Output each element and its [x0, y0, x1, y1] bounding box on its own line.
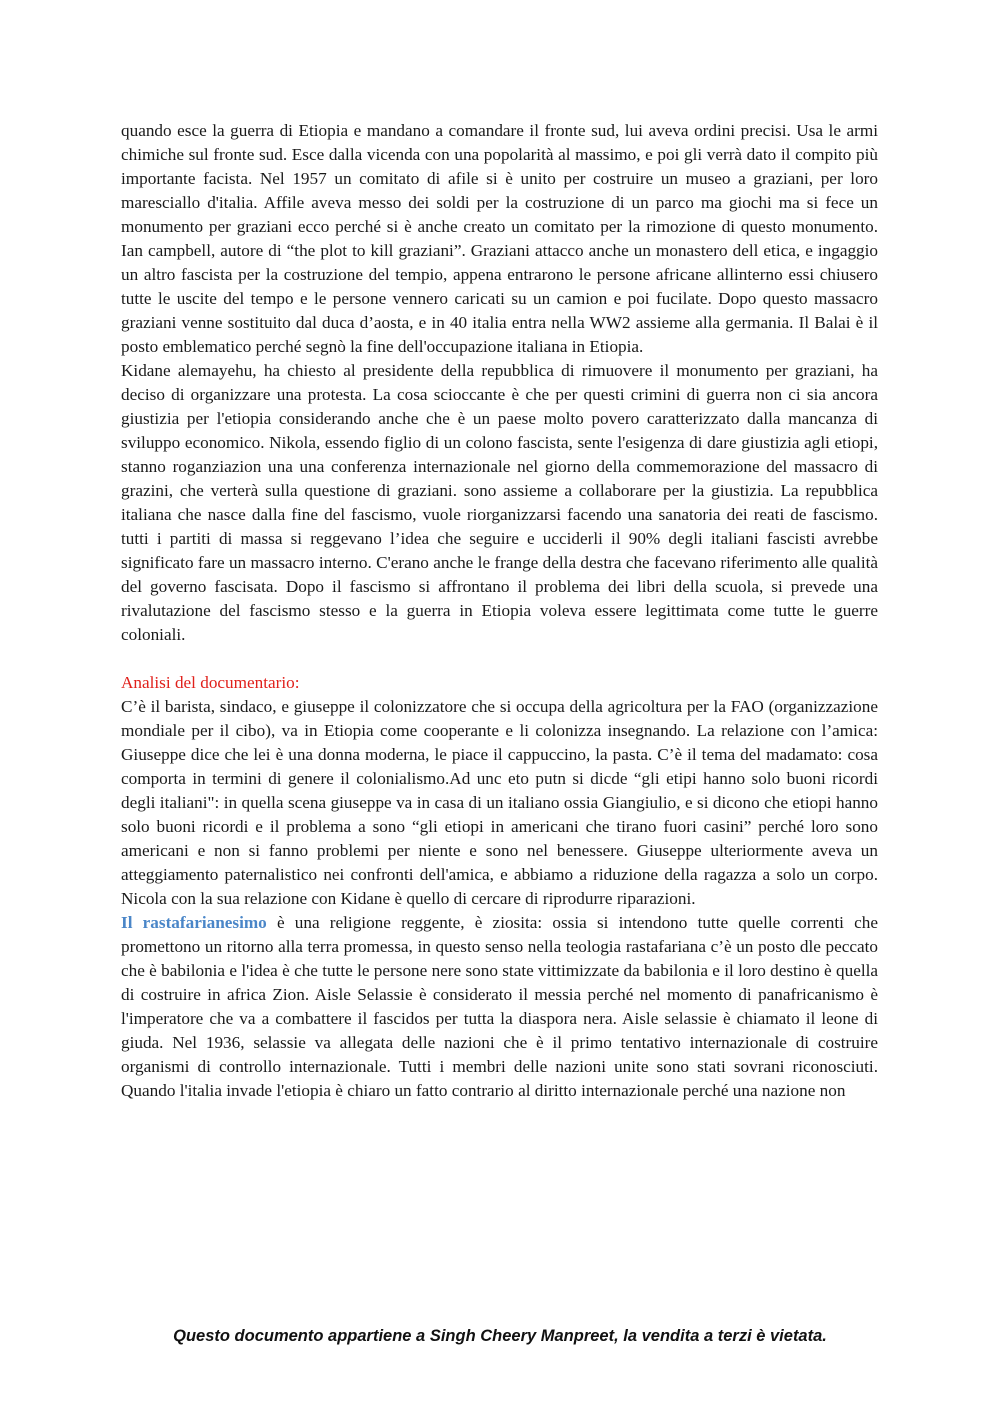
paragraph-rastafarianism-text: è una religione reggente, è ziosita: ossia si intendono tutte quelle correnti che promettono un ritorno alla terra promessa, in questo senso nella teologia rastafariana c’è un posto dle peccato che è babilonia e l'idea è che tutte le persone nere sono state vittimizzate da babilonia e il loro destino è quella di costruire in africa Zion. Aisle Selassie è considerato il messia perché nel momento di panafricanismo è l'imperatore che va a combattere il fascidos per tutta la diaspora nera. Aisle selassie è chiamato il leone di giuda. Nel 1936, selassie va allegata delle nazioni che è il primo tentativo internazionale di costruire organismi di controllo internazionale. Tutti i membri delle nazioni unite sono stati sovrani riconosciuti. Quando l'italia invade l'etiopia è chiaro un fatto contrario al diritto internazionale perché una nazione non — [121, 913, 878, 1100]
paragraph-graziani: quando esce la guerra di Etiopia e mandano a comandare il fronte sud, lui aveva ordini precisi. Usa le armi chimiche sul fronte sud. Esce dalla vicenda con una popolarità al massimo, e poi gli verrà dato il compito più importante facista. Nel 1957 un comitato di afile si è unito per costruire un museo a graziani, per loro maresciallo d'italia. Affile aveva messo dei soldi per la costruzione di un parco ma giochi ma si fece un monumento per graziani ecco perché si è anche creato un comitato per la rimozione di questo monumento. Ian campbell, autore di “the plot to kill graziani”. Graziani attacco anche un monastero dell etica, e ingaggio un altro fascista per la costruzione del tempio, appena entrarono le persone africane allinterno essi chiusero tutte le uscite del tempo e le persone vennero caricati su un camion e poi fucilate. Dopo questo massacro graziani venne sostituito dal duca d’aosta, e in 40 italia entra nella WW2 assieme alla germania. Il Balai è il posto emblematico perché segnò la fine dell'occupazione italiana in Etiopia. — [121, 121, 878, 356]
section-heading: Analisi del documentario: — [121, 673, 300, 692]
highlighted-term: Il rastafarianesimo — [121, 913, 267, 932]
paragraph-documentary: C’è il barista, sindaco, e giuseppe il colonizzatore che si occupa della agricoltura per la FAO (organizzazione mondiale per il cibo), va in Etiopia come cooperante e li colonizza insegnando. La relazione con l’amica: Giuseppe dice che lei è una donna moderna, le piace il cappuccino, la pasta. C’è il tema del madamato: cosa comporta in termini di genere il colonialismo.Ad unc eto putn si dicde “gli etipi hanno solo buoni ricordi degli italiani": in quella scena giuseppe va in casa di un italiano ossia Giangiulio, e si dicono che etiopi hanno solo buoni ricordi e il problema a sono “gli etiopi in americani che tirano fuori casini” perché loro sono americani e non si fanno problemi per niente e sono nel benessere. Giuseppe ulteriormente aveva un atteggiamento paternalistico nei confronti dell'amica, e abbiamo a riduzione della ragazza a solo un corpo. Nicola con la sua relazione con Kidane è quello di cercare di riprodurre riparazioni. — [121, 697, 878, 908]
footer-notice: Questo documento appartiene a Singh Cheery Manpreet, la vendita a terzi è vietata. — [173, 1327, 827, 1345]
paragraph-kidane: Kidane alemayehu, ha chiesto al presidente della repubblica di rimuovere il monumento per graziani, ha deciso di organizzare una protesta. La cosa scioccante è che per questi crimini di guerra non ci sia ancora giustizia per l'etiopia considerando anche che è un paese molto povero caratterizzato dalla mancanza di sviluppo economico. Nikola, essendo figlio di un colono fascista, sente l'esigenza di dare giustizia agli etiopi, stanno roganziazion una una conferenza internazionale nel giorno della commemorazione del massacro di grazini, che verterà sulla questione di graziani. sono assieme a collaborare per la giustizia. La repubblica italiana che nasce dalla fine del fascismo, vuole riorganizzarsi facendo una sanatoria dei reati de fascismo. tutti i partiti di massa si reggevano l’idea che seguire e ucciderli il 90% degli italiani fascisti avrebbe significato fare un massacro interno. C'erano anche le frange della destra che facevano riferimento alle qualità del governo fascisata. Dopo il fascismo si affrontano il problema dei libri della scuola, si prevede una rivalutazione del fascismo stesso e la guerra in Etiopia voleva essere legittimata come tutte le guerre coloniali. — [121, 361, 878, 644]
paragraph-rastafarianism — [121, 911, 878, 1103]
paragraph-gap — [121, 647, 878, 671]
document-body — [121, 119, 878, 1103]
